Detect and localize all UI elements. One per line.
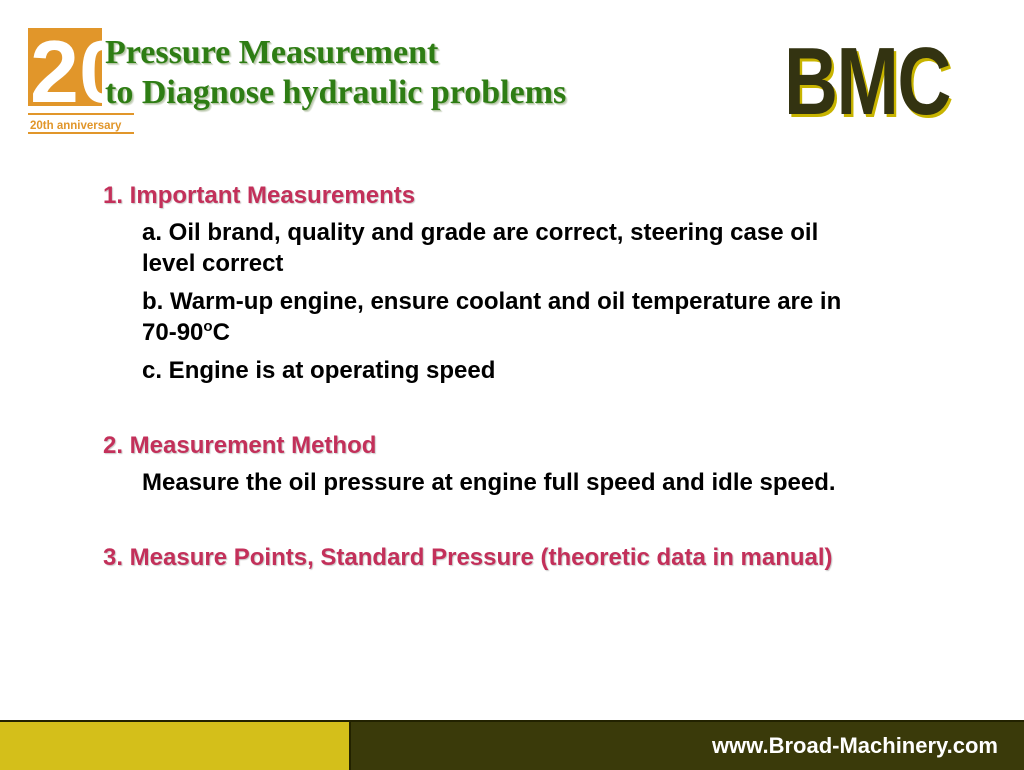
- list-item: Measure the oil pressure at engine full speed and idle speed.: [142, 469, 836, 496]
- title-line-2: to Diagnose hydraulic problems: [105, 74, 567, 111]
- list-item-text: b. Warm-up engine, ensure coolant and oil temperature are in 70-90: [142, 288, 842, 346]
- logo-caption: 20th anniversary: [30, 120, 122, 132]
- list-item: c. Engine is at operating speed: [142, 357, 496, 384]
- logo-number: 20: [30, 28, 128, 121]
- footer-bar: [0, 720, 1024, 770]
- list-item: a. Oil brand, quality and grade are correct, steering case oil level correct: [142, 219, 819, 277]
- page-title: [105, 33, 566, 113]
- website-link[interactable]: www.Broad-Machinery.com: [711, 733, 998, 758]
- slide-content: [103, 180, 863, 573]
- footer-accent-block: [0, 722, 351, 770]
- degree-superscript: o: [203, 318, 213, 335]
- footer-url-block: [351, 722, 1024, 770]
- brand-logo: BMC: [784, 28, 950, 135]
- section-heading-3: 3. Measure Points, Standard Pressure (theoretic data in manual): [103, 544, 833, 571]
- section-heading-2: 2. Measurement Method: [103, 432, 377, 459]
- section-heading-1: 1. Important Measurements: [103, 182, 416, 209]
- list-item: [142, 286, 842, 348]
- title-line-1: Pressure Measurement: [105, 34, 439, 71]
- temp-unit: C: [212, 319, 230, 346]
